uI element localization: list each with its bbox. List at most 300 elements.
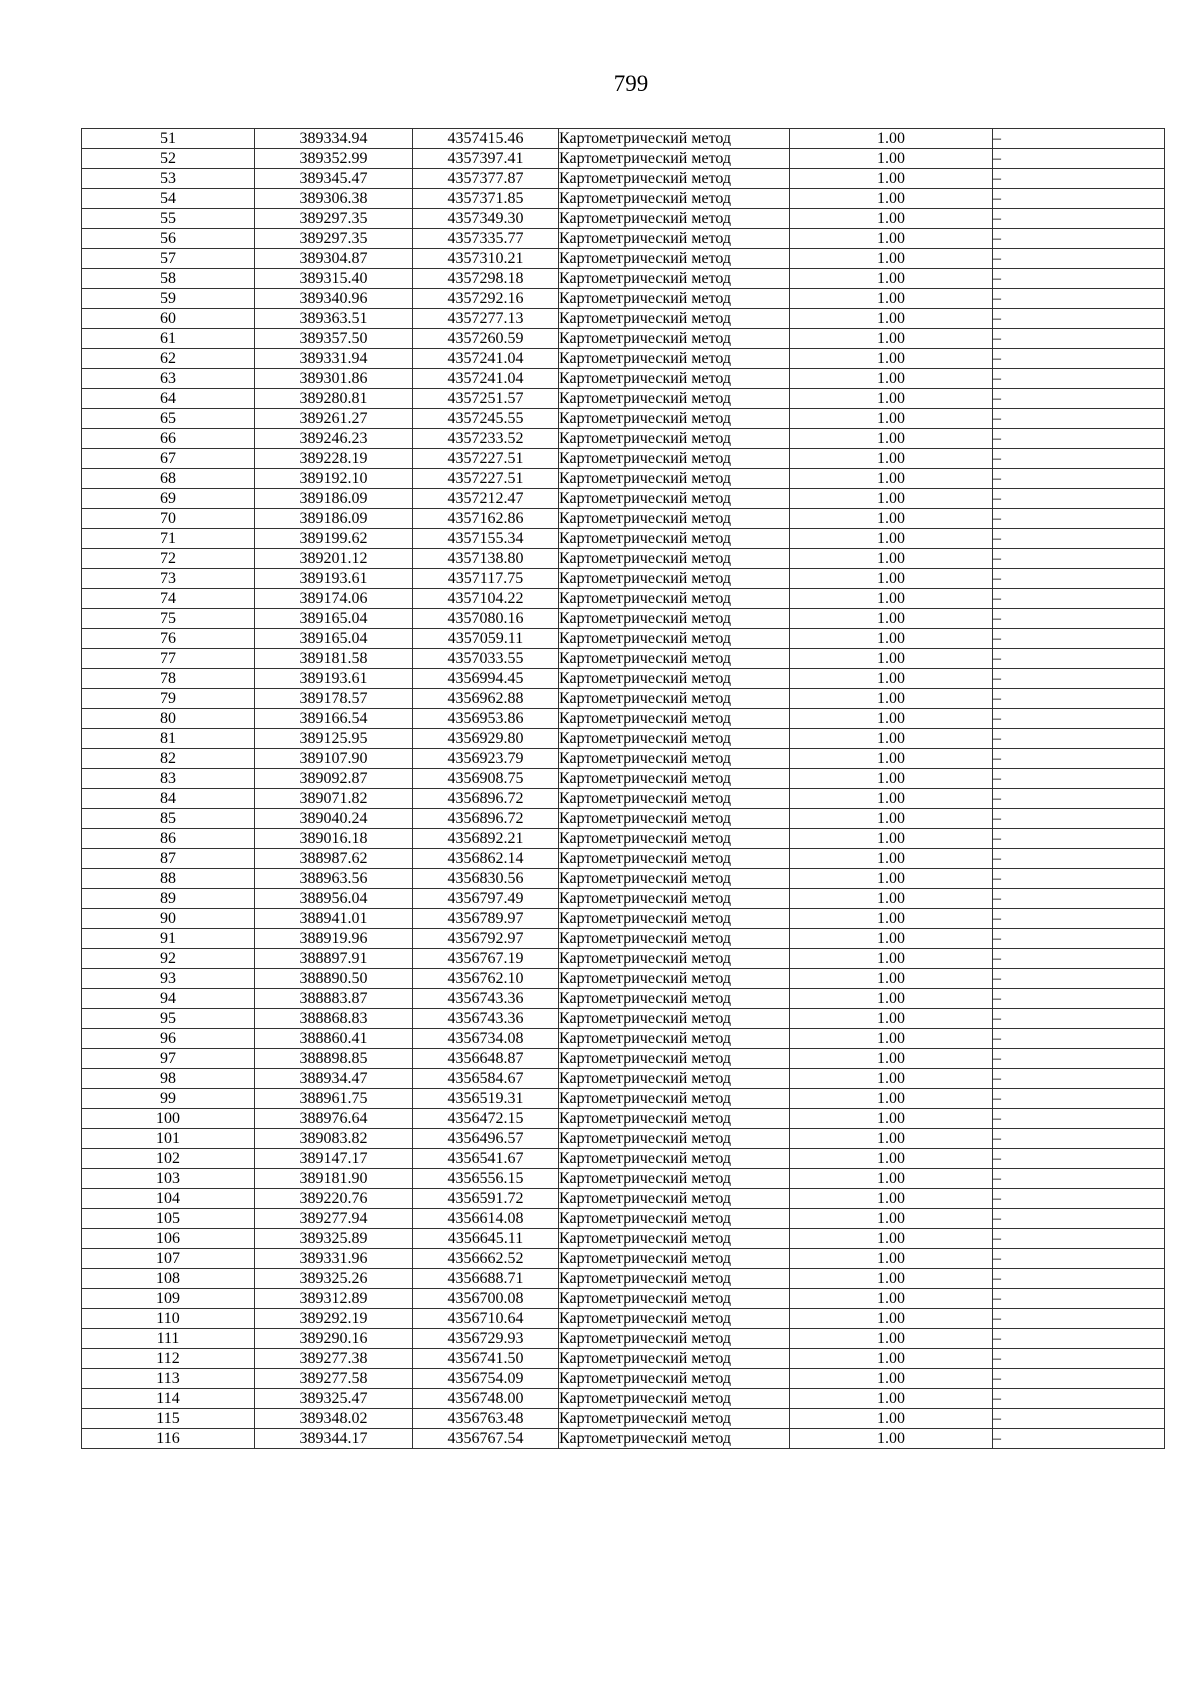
note-cell: –: [993, 349, 1165, 369]
point-number-cell: 67: [82, 449, 255, 469]
point-number-cell: 116: [82, 1429, 255, 1449]
point-number-cell: 82: [82, 749, 255, 769]
point-number-cell: 69: [82, 489, 255, 509]
note-cell: –: [993, 1169, 1165, 1189]
x-coordinate-cell: 389297.35: [255, 229, 413, 249]
point-number-cell: 81: [82, 729, 255, 749]
x-coordinate-cell: 389178.57: [255, 689, 413, 709]
x-coordinate-cell: 389297.35: [255, 209, 413, 229]
y-coordinate-cell: 4356962.88: [413, 689, 559, 709]
y-coordinate-cell: 4356789.97: [413, 909, 559, 929]
method-cell: Картометрический метод: [559, 1429, 790, 1449]
y-coordinate-cell: 4356496.57: [413, 1129, 559, 1149]
point-number-cell: 107: [82, 1249, 255, 1269]
note-cell: –: [993, 1029, 1165, 1049]
point-number-cell: 57: [82, 249, 255, 269]
note-cell: –: [993, 1229, 1165, 1249]
point-number-cell: 95: [82, 1009, 255, 1029]
y-coordinate-cell: 4356645.11: [413, 1229, 559, 1249]
point-number-cell: 51: [82, 129, 255, 149]
accuracy-cell: 1.00: [790, 749, 993, 769]
y-coordinate-cell: 4356896.72: [413, 789, 559, 809]
table-row: [82, 389, 1165, 409]
note-cell: –: [993, 1149, 1165, 1169]
note-cell: –: [993, 1209, 1165, 1229]
y-coordinate-cell: 4356648.87: [413, 1049, 559, 1069]
table-row: [82, 869, 1165, 889]
note-cell: –: [993, 909, 1165, 929]
x-coordinate-cell: 389315.40: [255, 269, 413, 289]
point-number-cell: 86: [82, 829, 255, 849]
table-row: [82, 1349, 1165, 1369]
x-coordinate-cell: 389071.82: [255, 789, 413, 809]
note-cell: –: [993, 529, 1165, 549]
note-cell: –: [993, 809, 1165, 829]
accuracy-cell: 1.00: [790, 1329, 993, 1349]
point-number-cell: 104: [82, 1189, 255, 1209]
point-number-cell: 109: [82, 1289, 255, 1309]
y-coordinate-cell: 4356797.49: [413, 889, 559, 909]
point-number-cell: 58: [82, 269, 255, 289]
table-row: [82, 149, 1165, 169]
y-coordinate-cell: 4357292.16: [413, 289, 559, 309]
accuracy-cell: 1.00: [790, 729, 993, 749]
accuracy-cell: 1.00: [790, 809, 993, 829]
y-coordinate-cell: 4356892.21: [413, 829, 559, 849]
table-row: [82, 629, 1165, 649]
x-coordinate-cell: 389193.61: [255, 569, 413, 589]
accuracy-cell: 1.00: [790, 849, 993, 869]
method-cell: Картометрический метод: [559, 169, 790, 189]
method-cell: Картометрический метод: [559, 1029, 790, 1049]
method-cell: Картометрический метод: [559, 629, 790, 649]
method-cell: Картометрический метод: [559, 1069, 790, 1089]
note-cell: –: [993, 1009, 1165, 1029]
point-number-cell: 89: [82, 889, 255, 909]
accuracy-cell: 1.00: [790, 389, 993, 409]
accuracy-cell: 1.00: [790, 1369, 993, 1389]
y-coordinate-cell: 4356472.15: [413, 1109, 559, 1129]
accuracy-cell: 1.00: [790, 1169, 993, 1189]
x-coordinate-cell: 389352.99: [255, 149, 413, 169]
x-coordinate-cell: 389199.62: [255, 529, 413, 549]
note-cell: –: [993, 269, 1165, 289]
y-coordinate-cell: 4356614.08: [413, 1209, 559, 1229]
x-coordinate-cell: 389186.09: [255, 509, 413, 529]
note-cell: –: [993, 289, 1165, 309]
y-coordinate-cell: 4357212.47: [413, 489, 559, 509]
coordinates-table: [81, 128, 1165, 1449]
method-cell: Картометрический метод: [559, 829, 790, 849]
note-cell: –: [993, 1069, 1165, 1089]
point-number-cell: 80: [82, 709, 255, 729]
x-coordinate-cell: 389331.94: [255, 349, 413, 369]
method-cell: Картометрический метод: [559, 649, 790, 669]
method-cell: Картометрический метод: [559, 449, 790, 469]
point-number-cell: 115: [82, 1409, 255, 1429]
note-cell: –: [993, 229, 1165, 249]
y-coordinate-cell: 4357138.80: [413, 549, 559, 569]
point-number-cell: 65: [82, 409, 255, 429]
x-coordinate-cell: 389246.23: [255, 429, 413, 449]
note-cell: –: [993, 129, 1165, 149]
method-cell: Картометрический метод: [559, 529, 790, 549]
point-number-cell: 101: [82, 1129, 255, 1149]
x-coordinate-cell: 388941.01: [255, 909, 413, 929]
table-row: [82, 769, 1165, 789]
y-coordinate-cell: 4356662.52: [413, 1249, 559, 1269]
note-cell: –: [993, 549, 1165, 569]
y-coordinate-cell: 4356729.93: [413, 1329, 559, 1349]
point-number-cell: 63: [82, 369, 255, 389]
point-number-cell: 97: [82, 1049, 255, 1069]
method-cell: Картометрический метод: [559, 329, 790, 349]
x-coordinate-cell: 389277.94: [255, 1209, 413, 1229]
method-cell: Картометрический метод: [559, 489, 790, 509]
accuracy-cell: 1.00: [790, 209, 993, 229]
x-coordinate-cell: 388860.41: [255, 1029, 413, 1049]
table-row: [82, 969, 1165, 989]
point-number-cell: 64: [82, 389, 255, 409]
point-number-cell: 105: [82, 1209, 255, 1229]
method-cell: Картометрический метод: [559, 1049, 790, 1069]
table-row: [82, 409, 1165, 429]
method-cell: Картометрический метод: [559, 1349, 790, 1369]
y-coordinate-cell: 4357241.04: [413, 349, 559, 369]
note-cell: –: [993, 1129, 1165, 1149]
point-number-cell: 93: [82, 969, 255, 989]
y-coordinate-cell: 4357377.87: [413, 169, 559, 189]
point-number-cell: 94: [82, 989, 255, 1009]
note-cell: –: [993, 989, 1165, 1009]
table-row: [82, 209, 1165, 229]
table-row: [82, 789, 1165, 809]
table-row: [82, 1029, 1165, 1049]
table-row: [82, 1149, 1165, 1169]
method-cell: Картометрический метод: [559, 409, 790, 429]
table-row: [82, 849, 1165, 869]
y-coordinate-cell: 4357335.77: [413, 229, 559, 249]
note-cell: –: [993, 569, 1165, 589]
method-cell: Картометрический метод: [559, 1189, 790, 1209]
x-coordinate-cell: 388898.85: [255, 1049, 413, 1069]
accuracy-cell: 1.00: [790, 1129, 993, 1149]
accuracy-cell: 1.00: [790, 229, 993, 249]
accuracy-cell: 1.00: [790, 789, 993, 809]
accuracy-cell: 1.00: [790, 629, 993, 649]
x-coordinate-cell: 388883.87: [255, 989, 413, 1009]
y-coordinate-cell: 4356700.08: [413, 1289, 559, 1309]
method-cell: Картометрический метод: [559, 1329, 790, 1349]
x-coordinate-cell: 389363.51: [255, 309, 413, 329]
x-coordinate-cell: 389325.47: [255, 1389, 413, 1409]
method-cell: Картометрический метод: [559, 229, 790, 249]
table-row: [82, 1189, 1165, 1209]
method-cell: Картометрический метод: [559, 969, 790, 989]
accuracy-cell: 1.00: [790, 309, 993, 329]
note-cell: –: [993, 1369, 1165, 1389]
x-coordinate-cell: 389186.09: [255, 489, 413, 509]
table-row: [82, 349, 1165, 369]
accuracy-cell: 1.00: [790, 969, 993, 989]
note-cell: –: [993, 409, 1165, 429]
accuracy-cell: 1.00: [790, 649, 993, 669]
y-coordinate-cell: 4357241.04: [413, 369, 559, 389]
accuracy-cell: 1.00: [790, 1409, 993, 1429]
accuracy-cell: 1.00: [790, 529, 993, 549]
y-coordinate-cell: 4357349.30: [413, 209, 559, 229]
method-cell: Картометрический метод: [559, 749, 790, 769]
note-cell: –: [993, 649, 1165, 669]
table-row: [82, 229, 1165, 249]
method-cell: Картометрический метод: [559, 1289, 790, 1309]
y-coordinate-cell: 4356762.10: [413, 969, 559, 989]
accuracy-cell: 1.00: [790, 349, 993, 369]
note-cell: –: [993, 1189, 1165, 1209]
x-coordinate-cell: 389290.16: [255, 1329, 413, 1349]
method-cell: Картометрический метод: [559, 589, 790, 609]
table-row: [82, 949, 1165, 969]
accuracy-cell: 1.00: [790, 189, 993, 209]
table-row: [82, 1409, 1165, 1429]
note-cell: –: [993, 249, 1165, 269]
accuracy-cell: 1.00: [790, 149, 993, 169]
method-cell: Картометрический метод: [559, 209, 790, 229]
y-coordinate-cell: 4356830.56: [413, 869, 559, 889]
point-number-cell: 90: [82, 909, 255, 929]
table-row: [82, 889, 1165, 909]
x-coordinate-cell: 389147.17: [255, 1149, 413, 1169]
accuracy-cell: 1.00: [790, 429, 993, 449]
accuracy-cell: 1.00: [790, 169, 993, 189]
y-coordinate-cell: 4356792.97: [413, 929, 559, 949]
x-coordinate-cell: 388956.04: [255, 889, 413, 909]
x-coordinate-cell: 388987.62: [255, 849, 413, 869]
accuracy-cell: 1.00: [790, 1309, 993, 1329]
point-number-cell: 61: [82, 329, 255, 349]
note-cell: –: [993, 1329, 1165, 1349]
note-cell: –: [993, 1089, 1165, 1109]
table-row: [82, 749, 1165, 769]
method-cell: Картометрический метод: [559, 989, 790, 1009]
x-coordinate-cell: 389277.58: [255, 1369, 413, 1389]
x-coordinate-cell: 389277.38: [255, 1349, 413, 1369]
method-cell: Картометрический метод: [559, 389, 790, 409]
y-coordinate-cell: 4356896.72: [413, 809, 559, 829]
table-row: [82, 429, 1165, 449]
point-number-cell: 85: [82, 809, 255, 829]
note-cell: –: [993, 1049, 1165, 1069]
accuracy-cell: 1.00: [790, 1349, 993, 1369]
note-cell: –: [993, 429, 1165, 449]
method-cell: Картометрический метод: [559, 789, 790, 809]
y-coordinate-cell: 4356519.31: [413, 1089, 559, 1109]
x-coordinate-cell: 389083.82: [255, 1129, 413, 1149]
y-coordinate-cell: 4357251.57: [413, 389, 559, 409]
note-cell: –: [993, 1389, 1165, 1409]
accuracy-cell: 1.00: [790, 869, 993, 889]
accuracy-cell: 1.00: [790, 909, 993, 929]
note-cell: –: [993, 729, 1165, 749]
point-number-cell: 59: [82, 289, 255, 309]
y-coordinate-cell: 4357059.11: [413, 629, 559, 649]
table-row: [82, 549, 1165, 569]
method-cell: Картометрический метод: [559, 729, 790, 749]
x-coordinate-cell: 389325.89: [255, 1229, 413, 1249]
x-coordinate-cell: 389181.58: [255, 649, 413, 669]
table-row: [82, 1429, 1165, 1449]
method-cell: Картометрический метод: [559, 1129, 790, 1149]
note-cell: –: [993, 609, 1165, 629]
table-row: [82, 929, 1165, 949]
x-coordinate-cell: 389344.17: [255, 1429, 413, 1449]
accuracy-cell: 1.00: [790, 409, 993, 429]
table-row: [82, 649, 1165, 669]
accuracy-cell: 1.00: [790, 829, 993, 849]
note-cell: –: [993, 1249, 1165, 1269]
method-cell: Картометрический метод: [559, 369, 790, 389]
note-cell: –: [993, 889, 1165, 909]
method-cell: Картометрический метод: [559, 129, 790, 149]
note-cell: –: [993, 1349, 1165, 1369]
x-coordinate-cell: 389174.06: [255, 589, 413, 609]
x-coordinate-cell: 388961.75: [255, 1089, 413, 1109]
accuracy-cell: 1.00: [790, 1429, 993, 1449]
accuracy-cell: 1.00: [790, 329, 993, 349]
x-coordinate-cell: 389166.54: [255, 709, 413, 729]
point-number-cell: 87: [82, 849, 255, 869]
accuracy-cell: 1.00: [790, 469, 993, 489]
point-number-cell: 68: [82, 469, 255, 489]
accuracy-cell: 1.00: [790, 1289, 993, 1309]
table-row: [82, 589, 1165, 609]
y-coordinate-cell: 4357155.34: [413, 529, 559, 549]
x-coordinate-cell: 389016.18: [255, 829, 413, 849]
method-cell: Картометрический метод: [559, 1389, 790, 1409]
x-coordinate-cell: 389334.94: [255, 129, 413, 149]
table-row: [82, 1229, 1165, 1249]
method-cell: Картометрический метод: [559, 1229, 790, 1249]
table-row: [82, 469, 1165, 489]
note-cell: –: [993, 309, 1165, 329]
point-number-cell: 99: [82, 1089, 255, 1109]
point-number-cell: 106: [82, 1229, 255, 1249]
y-coordinate-cell: 4357227.51: [413, 449, 559, 469]
point-number-cell: 112: [82, 1349, 255, 1369]
accuracy-cell: 1.00: [790, 489, 993, 509]
method-cell: Картометрический метод: [559, 569, 790, 589]
point-number-cell: 114: [82, 1389, 255, 1409]
point-number-cell: 70: [82, 509, 255, 529]
accuracy-cell: 1.00: [790, 1009, 993, 1029]
accuracy-cell: 1.00: [790, 669, 993, 689]
note-cell: –: [993, 669, 1165, 689]
x-coordinate-cell: 389165.04: [255, 609, 413, 629]
table-row: [82, 529, 1165, 549]
table-row: [82, 1129, 1165, 1149]
method-cell: Картометрический метод: [559, 309, 790, 329]
point-number-cell: 103: [82, 1169, 255, 1189]
accuracy-cell: 1.00: [790, 249, 993, 269]
point-number-cell: 74: [82, 589, 255, 609]
method-cell: Картометрический метод: [559, 609, 790, 629]
table-row: [82, 289, 1165, 309]
note-cell: –: [993, 929, 1165, 949]
note-cell: –: [993, 769, 1165, 789]
table-row: [82, 669, 1165, 689]
note-cell: –: [993, 1309, 1165, 1329]
y-coordinate-cell: 4356743.36: [413, 1009, 559, 1029]
method-cell: Картометрический метод: [559, 1149, 790, 1169]
point-number-cell: 76: [82, 629, 255, 649]
table-row: [82, 1329, 1165, 1349]
point-number-cell: 84: [82, 789, 255, 809]
table-row: [82, 1309, 1165, 1329]
point-number-cell: 71: [82, 529, 255, 549]
method-cell: Картометрический метод: [559, 769, 790, 789]
note-cell: –: [993, 209, 1165, 229]
accuracy-cell: 1.00: [790, 449, 993, 469]
x-coordinate-cell: 389040.24: [255, 809, 413, 829]
note-cell: –: [993, 1409, 1165, 1429]
x-coordinate-cell: 389201.12: [255, 549, 413, 569]
accuracy-cell: 1.00: [790, 709, 993, 729]
accuracy-cell: 1.00: [790, 1069, 993, 1089]
table-row: [82, 829, 1165, 849]
method-cell: Картометрический метод: [559, 849, 790, 869]
method-cell: Картометрический метод: [559, 1089, 790, 1109]
accuracy-cell: 1.00: [790, 1109, 993, 1129]
point-number-cell: 108: [82, 1269, 255, 1289]
x-coordinate-cell: 389345.47: [255, 169, 413, 189]
method-cell: Картометрический метод: [559, 869, 790, 889]
y-coordinate-cell: 4357277.13: [413, 309, 559, 329]
table-row: [82, 569, 1165, 589]
point-number-cell: 110: [82, 1309, 255, 1329]
note-cell: –: [993, 749, 1165, 769]
y-coordinate-cell: 4356741.50: [413, 1349, 559, 1369]
x-coordinate-cell: 389181.90: [255, 1169, 413, 1189]
table-row: [82, 249, 1165, 269]
y-coordinate-cell: 4356994.45: [413, 669, 559, 689]
accuracy-cell: 1.00: [790, 929, 993, 949]
y-coordinate-cell: 4356556.15: [413, 1169, 559, 1189]
x-coordinate-cell: 389306.38: [255, 189, 413, 209]
x-coordinate-cell: 389280.81: [255, 389, 413, 409]
x-coordinate-cell: 389092.87: [255, 769, 413, 789]
note-cell: –: [993, 789, 1165, 809]
point-number-cell: 79: [82, 689, 255, 709]
table-row: [82, 189, 1165, 209]
table-row: [82, 369, 1165, 389]
note-cell: –: [993, 849, 1165, 869]
table-row: [82, 689, 1165, 709]
note-cell: –: [993, 969, 1165, 989]
note-cell: –: [993, 1269, 1165, 1289]
method-cell: Картометрический метод: [559, 149, 790, 169]
point-number-cell: 98: [82, 1069, 255, 1089]
y-coordinate-cell: 4356754.09: [413, 1369, 559, 1389]
note-cell: –: [993, 169, 1165, 189]
x-coordinate-cell: 389192.10: [255, 469, 413, 489]
accuracy-cell: 1.00: [790, 889, 993, 909]
method-cell: Картометрический метод: [559, 669, 790, 689]
point-number-cell: 88: [82, 869, 255, 889]
x-coordinate-cell: 389125.95: [255, 729, 413, 749]
x-coordinate-cell: 388890.50: [255, 969, 413, 989]
y-coordinate-cell: 4356767.19: [413, 949, 559, 969]
note-cell: –: [993, 489, 1165, 509]
